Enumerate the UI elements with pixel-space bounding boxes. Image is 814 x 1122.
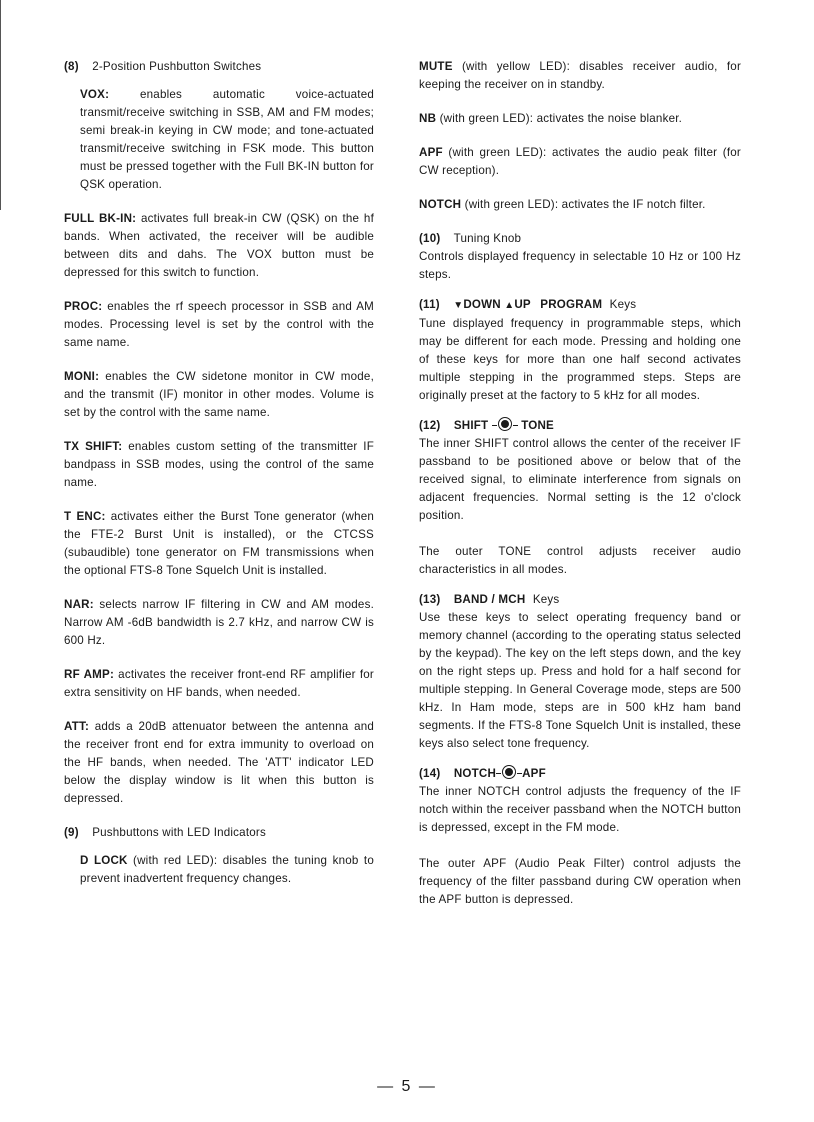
notch-entry <box>419 196 741 214</box>
section-12-text-1: The inner SHIFT control allows the center of the receiver IF passband to be positioned above or below that of the received signal, to eliminate interference from signals on adjacent frequencies. Normal setting is the 12 o'clock position. <box>419 437 741 522</box>
nar-text: selects narrow IF filtering in CW and AM modes. Narrow AM -6dB bandwidth is 2.7 kHz, and narrow CW is 600 Hz. <box>64 598 374 647</box>
notch-term: NOTCH <box>419 198 462 211</box>
moni-entry <box>64 368 374 422</box>
section-14 <box>419 765 741 909</box>
section-9-number: (9) <box>64 826 79 839</box>
t-enc-text: activates either the Burst Tone generator (when the FTE-2 Burst Unit is installed), or the CTCSS (subaudible) tone generator on FM transmissions when the optional FTS-8 Tone Squelch Unit is installed. <box>64 510 375 577</box>
section-13-text: Use these keys to select operating frequency band or memory channel (according to the operating status selected by the keypad). The key on the left steps down, and the key on the right steps up. Press and hold for a half second for multiple stepping. In General Coverage mode, steps are 500 kHz. In Ham mode, steps are in 500 kHz ham band segments. If the FTS-8 Tone Squelch Unit is installed, these keys also select tone frequency. <box>419 611 741 750</box>
section-9-list <box>80 852 374 888</box>
section-11-text: Tune displayed frequency in programmable steps, which may be different for each mode. Pressing and holding one of these keys for more than one half second activates multiple stepping in the programmed steps. Steps are originally preset at the factory to 5 kHz for all modes. <box>419 317 741 402</box>
mute-text: (with yellow LED): disables receiver audio, for keeping the receiver on in standby. <box>419 60 742 91</box>
notch-text: (with green LED): activates the IF notch filter. <box>464 198 706 211</box>
section-10-heading <box>419 230 741 248</box>
moni-term: MONI: <box>64 370 100 383</box>
full-bk-in-term: FULL BK-IN: <box>64 212 137 225</box>
att-term: ATT: <box>64 720 90 733</box>
section-10 <box>419 230 741 284</box>
section-11-heading <box>419 296 741 315</box>
mute-entry <box>419 58 741 94</box>
section-14-heading <box>419 765 741 783</box>
program-label: PROGRAM <box>540 298 603 311</box>
section-14-text-1: The inner NOTCH control adjusts the frequency of the IF notch within the receiver passband when the NOTCH button is depressed, except in the FM mode. <box>419 785 741 834</box>
section-13 <box>419 591 741 753</box>
section-10-number: (10) <box>419 232 441 245</box>
t-enc-entry <box>64 508 374 580</box>
section-9-title: Pushbuttons with LED Indicators <box>92 826 266 839</box>
moni-text: enables the CW sidetone monitor in CW mode, and the transmit (IF) monitor in other modes. Volume is set by the control with the same name. <box>64 370 375 419</box>
concentric-knob-icon <box>503 766 515 778</box>
full-bk-in-entry <box>64 210 374 282</box>
section-10-title: Tuning Knob <box>453 232 522 245</box>
tx-shift-entry <box>64 438 374 492</box>
tx-shift-text: enables custom setting of the transmitter IF bandpass in SSB modes, using the control of the same name. <box>64 440 375 489</box>
section-11 <box>419 296 741 405</box>
apf-term: APF <box>419 146 443 159</box>
section-11-number: (11) <box>419 298 440 311</box>
vox-text: enables automatic voice-actuated transmit/receive switching in SSB, AM and FM modes; semi break-in keying in CW mode; and tone-actuated transmit/receive switching in FSK mode. This button must be pressed together with the Full BK-IN button for QSK operation. <box>80 88 375 191</box>
up-label: UP <box>514 298 531 311</box>
section-11-keys-label: Keys <box>609 298 637 311</box>
up-arrow-icon: ▲ <box>504 300 515 311</box>
page-number: — 5 — <box>377 1078 437 1095</box>
section-14-number: (14) <box>419 767 441 780</box>
proc-term: PROC: <box>64 300 103 313</box>
full-bk-in-text: activates full break-in CW (QSK) on the hf bands. When activated, the receiver will be audible between dits and dahs. The VOX button must be depressed for this switch to function. <box>64 212 375 279</box>
apf-knob-label: APF <box>522 767 546 780</box>
section-12-number: (12) <box>419 419 441 432</box>
mute-term: MUTE <box>419 60 453 73</box>
section-14-text-2: The outer APF (Audio Peak Filter) control adjusts the frequency of the filter passband during CW operation when the APF button is depressed. <box>419 857 741 906</box>
section-9-heading <box>64 824 374 842</box>
scan-edge-line <box>0 0 1 210</box>
down-arrow-icon: ▼ <box>453 300 464 311</box>
nar-entry <box>64 596 374 650</box>
right-column <box>419 58 741 909</box>
knob-shaft-left <box>496 773 501 774</box>
att-entry <box>64 718 374 808</box>
section-12-heading <box>419 417 741 435</box>
left-column <box>64 58 374 904</box>
d-lock-entry <box>80 852 374 888</box>
concentric-knob-icon <box>499 418 511 430</box>
section-8-number: (8) <box>64 60 79 73</box>
rf-amp-term: RF AMP: <box>64 668 115 681</box>
proc-entry <box>64 298 374 352</box>
apf-entry <box>419 144 741 180</box>
att-text: adds a 20dB attenuator between the antenna and the receiver front end for extra immunity to overload on the HF bands, when needed. The 'ATT' indicator LED below the display window is lit when this button is depressed. <box>64 720 375 805</box>
d-lock-term: D LOCK <box>80 854 128 867</box>
nb-entry <box>419 110 741 128</box>
shift-label: SHIFT <box>453 419 489 432</box>
knob-shaft-left <box>492 425 497 426</box>
tx-shift-term: TX SHIFT: <box>64 440 123 453</box>
apf-text: (with green LED): activates the audio peak filter (for CW reception). <box>419 146 741 177</box>
section-12-text-2: The outer TONE control adjusts receiver audio characteristics in all modes. <box>419 545 741 576</box>
knob-shaft-right <box>513 425 518 426</box>
nar-term: NAR: <box>64 598 94 611</box>
section-13-heading <box>419 591 741 609</box>
section-13-title: BAND / MCH <box>453 593 526 606</box>
section-13-keys-label: Keys <box>532 593 560 606</box>
tone-label: TONE <box>521 419 554 432</box>
notch-knob-label: NOTCH <box>453 767 497 780</box>
t-enc-term: T ENC: <box>64 510 106 523</box>
vox-entry <box>80 86 374 194</box>
section-12 <box>419 417 741 579</box>
down-label: DOWN <box>463 298 501 311</box>
nb-term: NB <box>419 112 437 125</box>
nb-text: (with green LED): activates the noise blanker. <box>439 112 683 125</box>
section-8-heading <box>64 58 374 76</box>
d-lock-text: (with red LED): disables the tuning knob to prevent inadvertent frequency changes. <box>80 854 374 885</box>
proc-text: enables the rf speech processor in SSB and AM modes. Processing level is set by the control with the same name. <box>64 300 375 349</box>
section-8-title: 2-Position Pushbutton Switches <box>92 60 262 73</box>
section-13-number: (13) <box>419 593 441 606</box>
vox-term: VOX: <box>80 88 110 101</box>
section-10-text: Controls displayed frequency in selectable 10 Hz or 100 Hz steps. <box>419 250 741 281</box>
section-8-list <box>80 86 374 194</box>
rf-amp-entry <box>64 666 374 702</box>
rf-amp-text: activates the receiver front-end RF amplifier for extra sensitivity on HF bands, when needed. <box>64 668 374 699</box>
